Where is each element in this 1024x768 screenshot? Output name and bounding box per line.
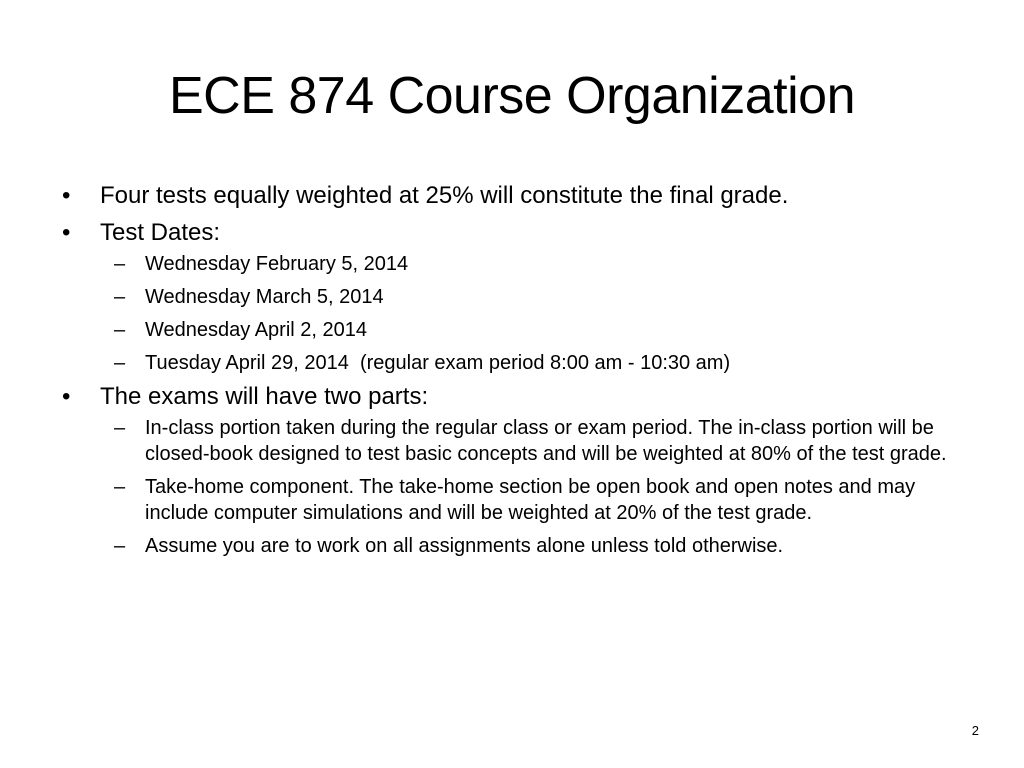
sub-item-text: Wednesday April 2, 2014: [145, 319, 368, 341]
sub-item-text: Assume you are to work on all assignments alone unless told otherwise.: [145, 535, 784, 557]
sub-item: [100, 251, 958, 277]
sub-list: [100, 415, 958, 559]
dash-icon: –: [114, 417, 126, 439]
sub-item: [100, 317, 958, 343]
bullet-text: Test Dates:: [100, 219, 221, 246]
bullet-icon: •: [62, 219, 71, 246]
dash-icon: –: [114, 319, 126, 341]
sub-item-text: Wednesday March 5, 2014: [145, 286, 384, 308]
bullet-icon: •: [62, 383, 71, 410]
sub-item-text: In-class portion taken during the regular class or exam period. The in-class portion will be closed-book designed to test basic concepts and will be weighted at 80% of the test grade.: [145, 417, 947, 465]
sub-item-text: Wednesday February 5, 2014: [145, 253, 409, 275]
bullet-item: [58, 217, 958, 376]
sub-item: [100, 284, 958, 310]
sub-item: [100, 415, 958, 467]
sub-item: [100, 533, 958, 559]
bullet-list: [58, 180, 958, 566]
sub-item-text: Take-home component. The take-home section be open book and open notes and may include computer simulations and will be weighted at 20% of the test grade.: [145, 476, 916, 524]
bullet-item: [58, 381, 958, 559]
bullet-item: [58, 180, 958, 212]
dash-icon: –: [114, 352, 126, 374]
sub-list: [100, 251, 958, 376]
sub-item: [100, 350, 958, 376]
sub-item: [100, 474, 958, 526]
bullet-text: Four tests equally weighted at 25% will constitute the final grade.: [100, 182, 789, 209]
dash-icon: –: [114, 253, 126, 275]
dash-icon: –: [114, 535, 126, 557]
bullet-icon: •: [62, 182, 71, 209]
page-number: 2: [971, 723, 979, 738]
sub-item-text: Tuesday April 29, 2014 (regular exam period 8:00 am - 10:30 am): [145, 352, 731, 374]
dash-icon: –: [114, 286, 126, 308]
slide-title: ECE 874 Course Organization: [169, 67, 855, 125]
bullet-text: The exams will have two parts:: [100, 383, 429, 410]
dash-icon: –: [114, 476, 126, 498]
